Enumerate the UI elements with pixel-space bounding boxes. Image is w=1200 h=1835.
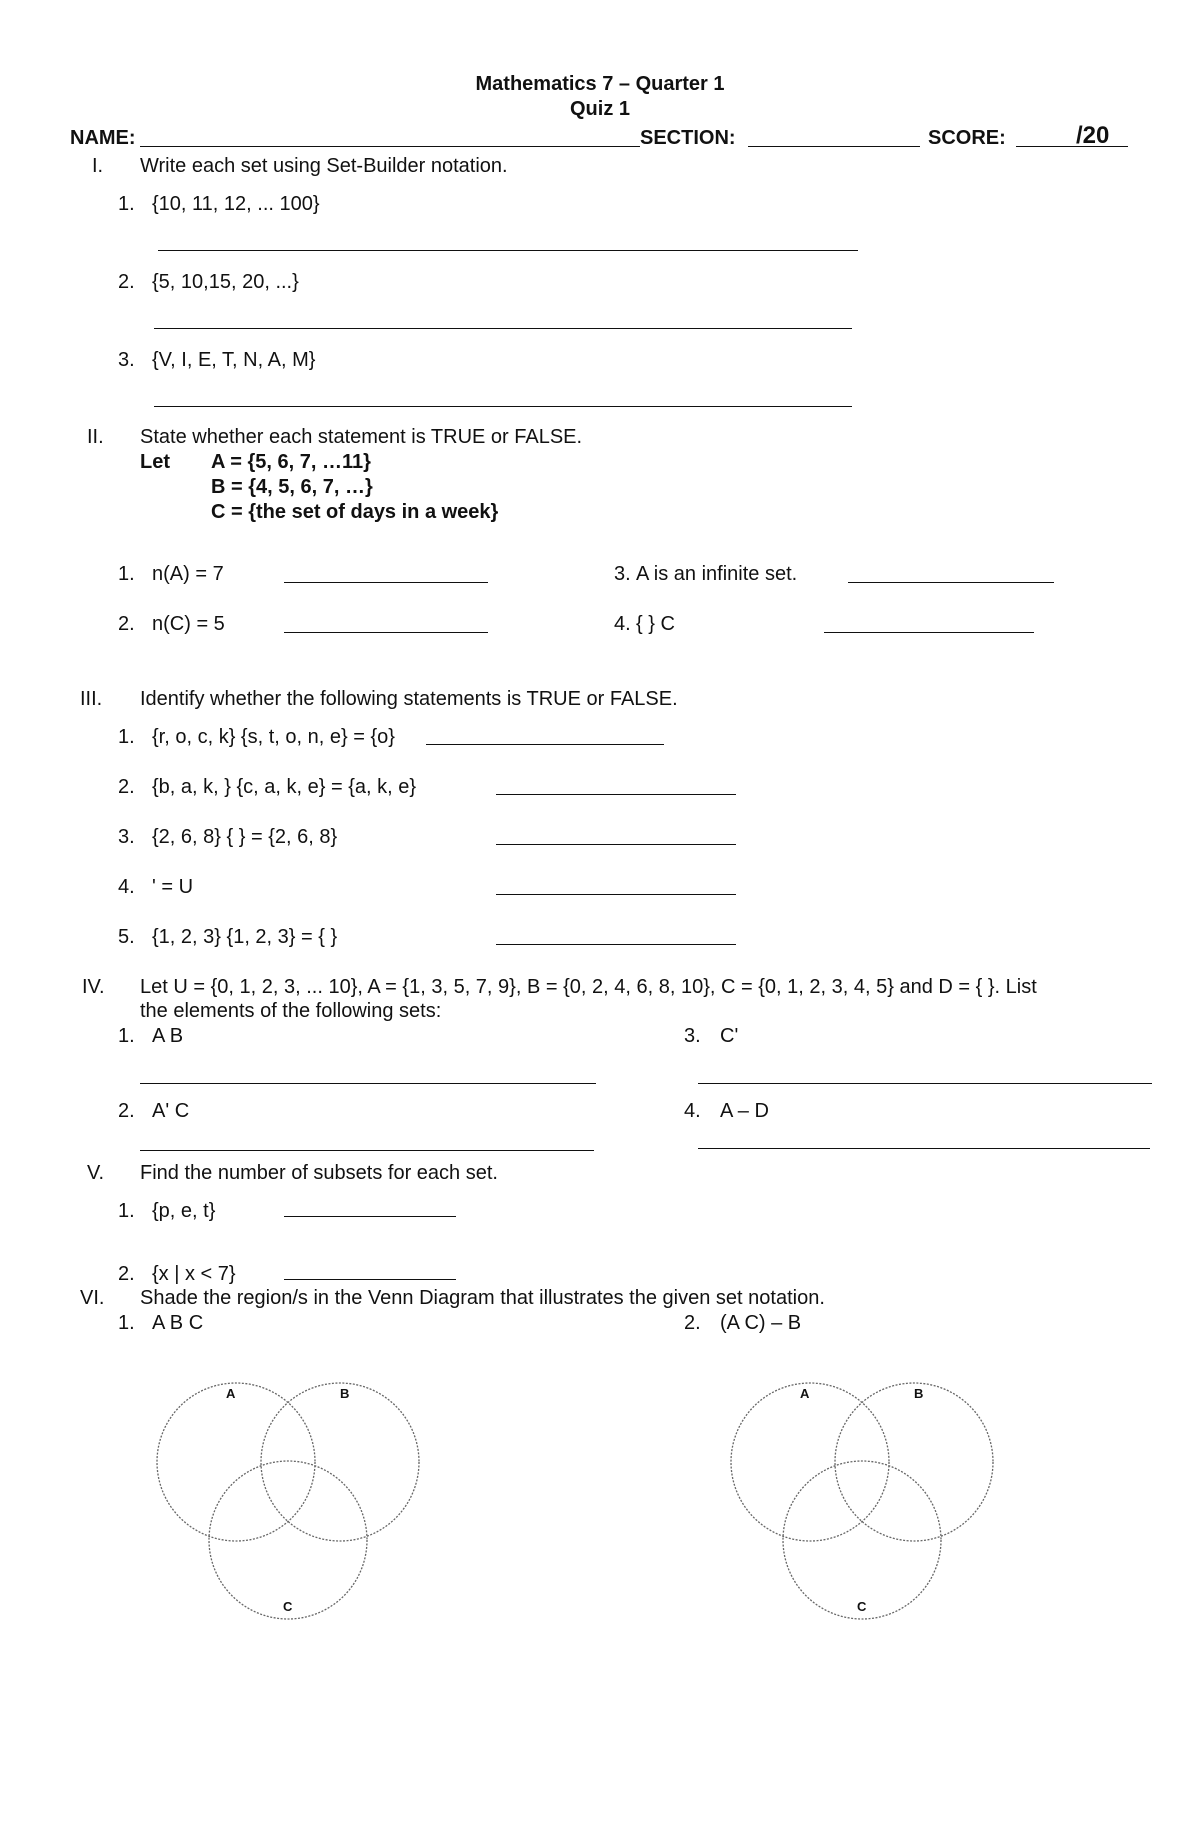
part3-item4-text: ' = U bbox=[152, 876, 194, 898]
part4-instruction-line2: the elements of the following sets: bbox=[140, 1000, 442, 1022]
part2-def-b: B = {4, 5, 6, 7, …} bbox=[211, 476, 373, 498]
part4-item3-num: 3. bbox=[684, 1025, 701, 1047]
part6-item1-num: 1. bbox=[118, 1312, 135, 1334]
part4-item2-text: A' C bbox=[152, 1100, 190, 1122]
part5-item2-answer-line[interactable] bbox=[284, 1279, 456, 1280]
part5-item2-num: 2. bbox=[118, 1263, 135, 1285]
part4-item1-answer-line[interactable] bbox=[140, 1083, 596, 1084]
part4-item4-num: 4. bbox=[684, 1100, 701, 1122]
part2-let: Let bbox=[140, 451, 170, 473]
part2-instruction: State whether each statement is TRUE or FALSE. bbox=[140, 426, 583, 448]
part1-item1-text: {10, 11, 12, ... 100} bbox=[152, 193, 320, 215]
part1-instruction: Write each set using Set-Builder notation. bbox=[140, 155, 508, 177]
part2-numeral: II. bbox=[87, 426, 104, 448]
venn1-circle-b[interactable] bbox=[261, 1383, 419, 1541]
part1-item2-answer-line[interactable] bbox=[154, 328, 852, 329]
part3-instruction: Identify whether the following statements is TRUE or FALSE. bbox=[140, 688, 678, 710]
venn2-label-a: A bbox=[800, 1386, 810, 1401]
part5-instruction: Find the number of subsets for each set. bbox=[140, 1162, 498, 1184]
part3-numeral: III. bbox=[80, 688, 103, 710]
venn2-label-b: B bbox=[914, 1386, 924, 1401]
part2-item4-text: { } C bbox=[636, 613, 675, 635]
part2-item2-num: 2. bbox=[118, 613, 135, 635]
score-field-line[interactable] bbox=[1016, 146, 1128, 147]
part1-item2-num: 2. bbox=[118, 271, 135, 293]
part5-item1-answer-line[interactable] bbox=[284, 1216, 456, 1217]
part2-item1-answer-line[interactable] bbox=[284, 582, 488, 583]
part3-item1-num: 1. bbox=[118, 726, 135, 748]
section-field-line[interactable] bbox=[748, 146, 920, 147]
part3-item2-answer-line[interactable] bbox=[496, 794, 736, 795]
part4-item3-text: C' bbox=[720, 1025, 739, 1047]
part4-item4-answer-line[interactable] bbox=[698, 1148, 1150, 1149]
part2-item2-text: n(C) = 5 bbox=[152, 613, 225, 635]
part2-item3-num: 3. bbox=[614, 563, 631, 585]
part5-item1-text: {p, e, t} bbox=[152, 1200, 216, 1222]
part4-item1-text: A B bbox=[152, 1025, 184, 1047]
part1-item2-text: {5, 10,15, 20, ...} bbox=[152, 271, 299, 293]
venn1-circle-c[interactable] bbox=[209, 1461, 367, 1619]
part3-item3-text: {2, 6, 8} { } = {2, 6, 8} bbox=[152, 826, 338, 848]
part3-item4-answer-line[interactable] bbox=[496, 894, 736, 895]
venn2-circle-b[interactable] bbox=[835, 1383, 993, 1541]
part2-item2-answer-line[interactable] bbox=[284, 632, 488, 633]
name-label: NAME: bbox=[70, 127, 136, 149]
venn1-label-b: B bbox=[340, 1386, 350, 1401]
part3-item2-text: {b, a, k, } {c, a, k, e} = {a, k, e} bbox=[152, 776, 417, 798]
part4-item4-text: A – D bbox=[720, 1100, 769, 1122]
part2-item4-answer-line[interactable] bbox=[824, 632, 1034, 633]
score-label: SCORE: bbox=[928, 127, 1006, 149]
part3-item5-text: {1, 2, 3} {1, 2, 3} = { } bbox=[152, 926, 338, 948]
part5-numeral: V. bbox=[87, 1162, 105, 1184]
part6-item2-num: 2. bbox=[684, 1312, 701, 1334]
part1-item3-num: 3. bbox=[118, 349, 135, 371]
part2-item3-answer-line[interactable] bbox=[848, 582, 1054, 583]
venn2-circle-a[interactable] bbox=[731, 1383, 889, 1541]
venn2-circle-c[interactable] bbox=[783, 1461, 941, 1619]
part4-item2-num: 2. bbox=[118, 1100, 135, 1122]
part3-item1-text: {r, o, c, k} {s, t, o, n, e} = {o} bbox=[152, 726, 395, 748]
part4-item3-answer-line[interactable] bbox=[698, 1083, 1152, 1084]
part3-item2-num: 2. bbox=[118, 776, 135, 798]
name-field-line[interactable] bbox=[140, 146, 640, 147]
venn2-label-c: C bbox=[857, 1599, 867, 1614]
part3-item5-answer-line[interactable] bbox=[496, 944, 736, 945]
part3-item3-num: 3. bbox=[118, 826, 135, 848]
part6-instruction: Shade the region/s in the Venn Diagram that illustrates the given set notation. bbox=[140, 1287, 825, 1309]
part5-item1-num: 1. bbox=[118, 1200, 135, 1222]
part1-item1-num: 1. bbox=[118, 193, 135, 215]
part3-item3-answer-line[interactable] bbox=[496, 844, 736, 845]
venn1-label-c: C bbox=[283, 1599, 293, 1614]
part2-item4-num: 4. bbox=[614, 613, 631, 635]
part2-item3-text: A is an infinite set. bbox=[636, 563, 798, 585]
part2-item1-num: 1. bbox=[118, 563, 135, 585]
part4-instruction-line1: Let U = {0, 1, 2, 3, ... 10}, A = {1, 3, 5, 7, 9}, B = {0, 2, 4, 6, 8, 10}, C = {0, 1, 2, 3, 4, 5} and D = { }. List bbox=[140, 976, 1037, 998]
venn1-label-a: A bbox=[226, 1386, 236, 1401]
part2-def-c: C = {the set of days in a week} bbox=[211, 501, 499, 523]
part2-item1-text: n(A) = 7 bbox=[152, 563, 224, 585]
part5-item2-text: {x | x < 7} bbox=[152, 1263, 236, 1285]
section-label: SECTION: bbox=[640, 127, 736, 149]
score-total: /20 bbox=[1076, 122, 1110, 149]
page-subtitle: Quiz 1 bbox=[569, 98, 630, 120]
part1-numeral: I. bbox=[92, 155, 104, 177]
part4-numeral: IV. bbox=[82, 976, 105, 998]
part3-item4-num: 4. bbox=[118, 876, 135, 898]
part1-item3-answer-line[interactable] bbox=[154, 406, 852, 407]
part1-item1-answer-line[interactable] bbox=[158, 250, 858, 251]
page-title: Mathematics 7 – Quarter 1 bbox=[475, 73, 725, 95]
part6-numeral: VI. bbox=[80, 1287, 105, 1309]
part6-item2-text: (A C) – B bbox=[720, 1312, 802, 1334]
part4-item1-num: 1. bbox=[118, 1025, 135, 1047]
venn-diagram-2[interactable] bbox=[724, 1370, 1004, 1640]
part3-item1-answer-line[interactable] bbox=[426, 744, 664, 745]
part3-item5-num: 5. bbox=[118, 926, 135, 948]
part1-item3-text: {V, I, E, T, N, A, M} bbox=[152, 349, 316, 371]
venn1-circle-a[interactable] bbox=[157, 1383, 315, 1541]
part4-item2-answer-line[interactable] bbox=[140, 1150, 594, 1151]
part6-item1-text: A B C bbox=[152, 1312, 204, 1334]
venn-diagram-1[interactable] bbox=[150, 1370, 430, 1640]
part2-def-a: A = {5, 6, 7, …11} bbox=[211, 451, 371, 473]
